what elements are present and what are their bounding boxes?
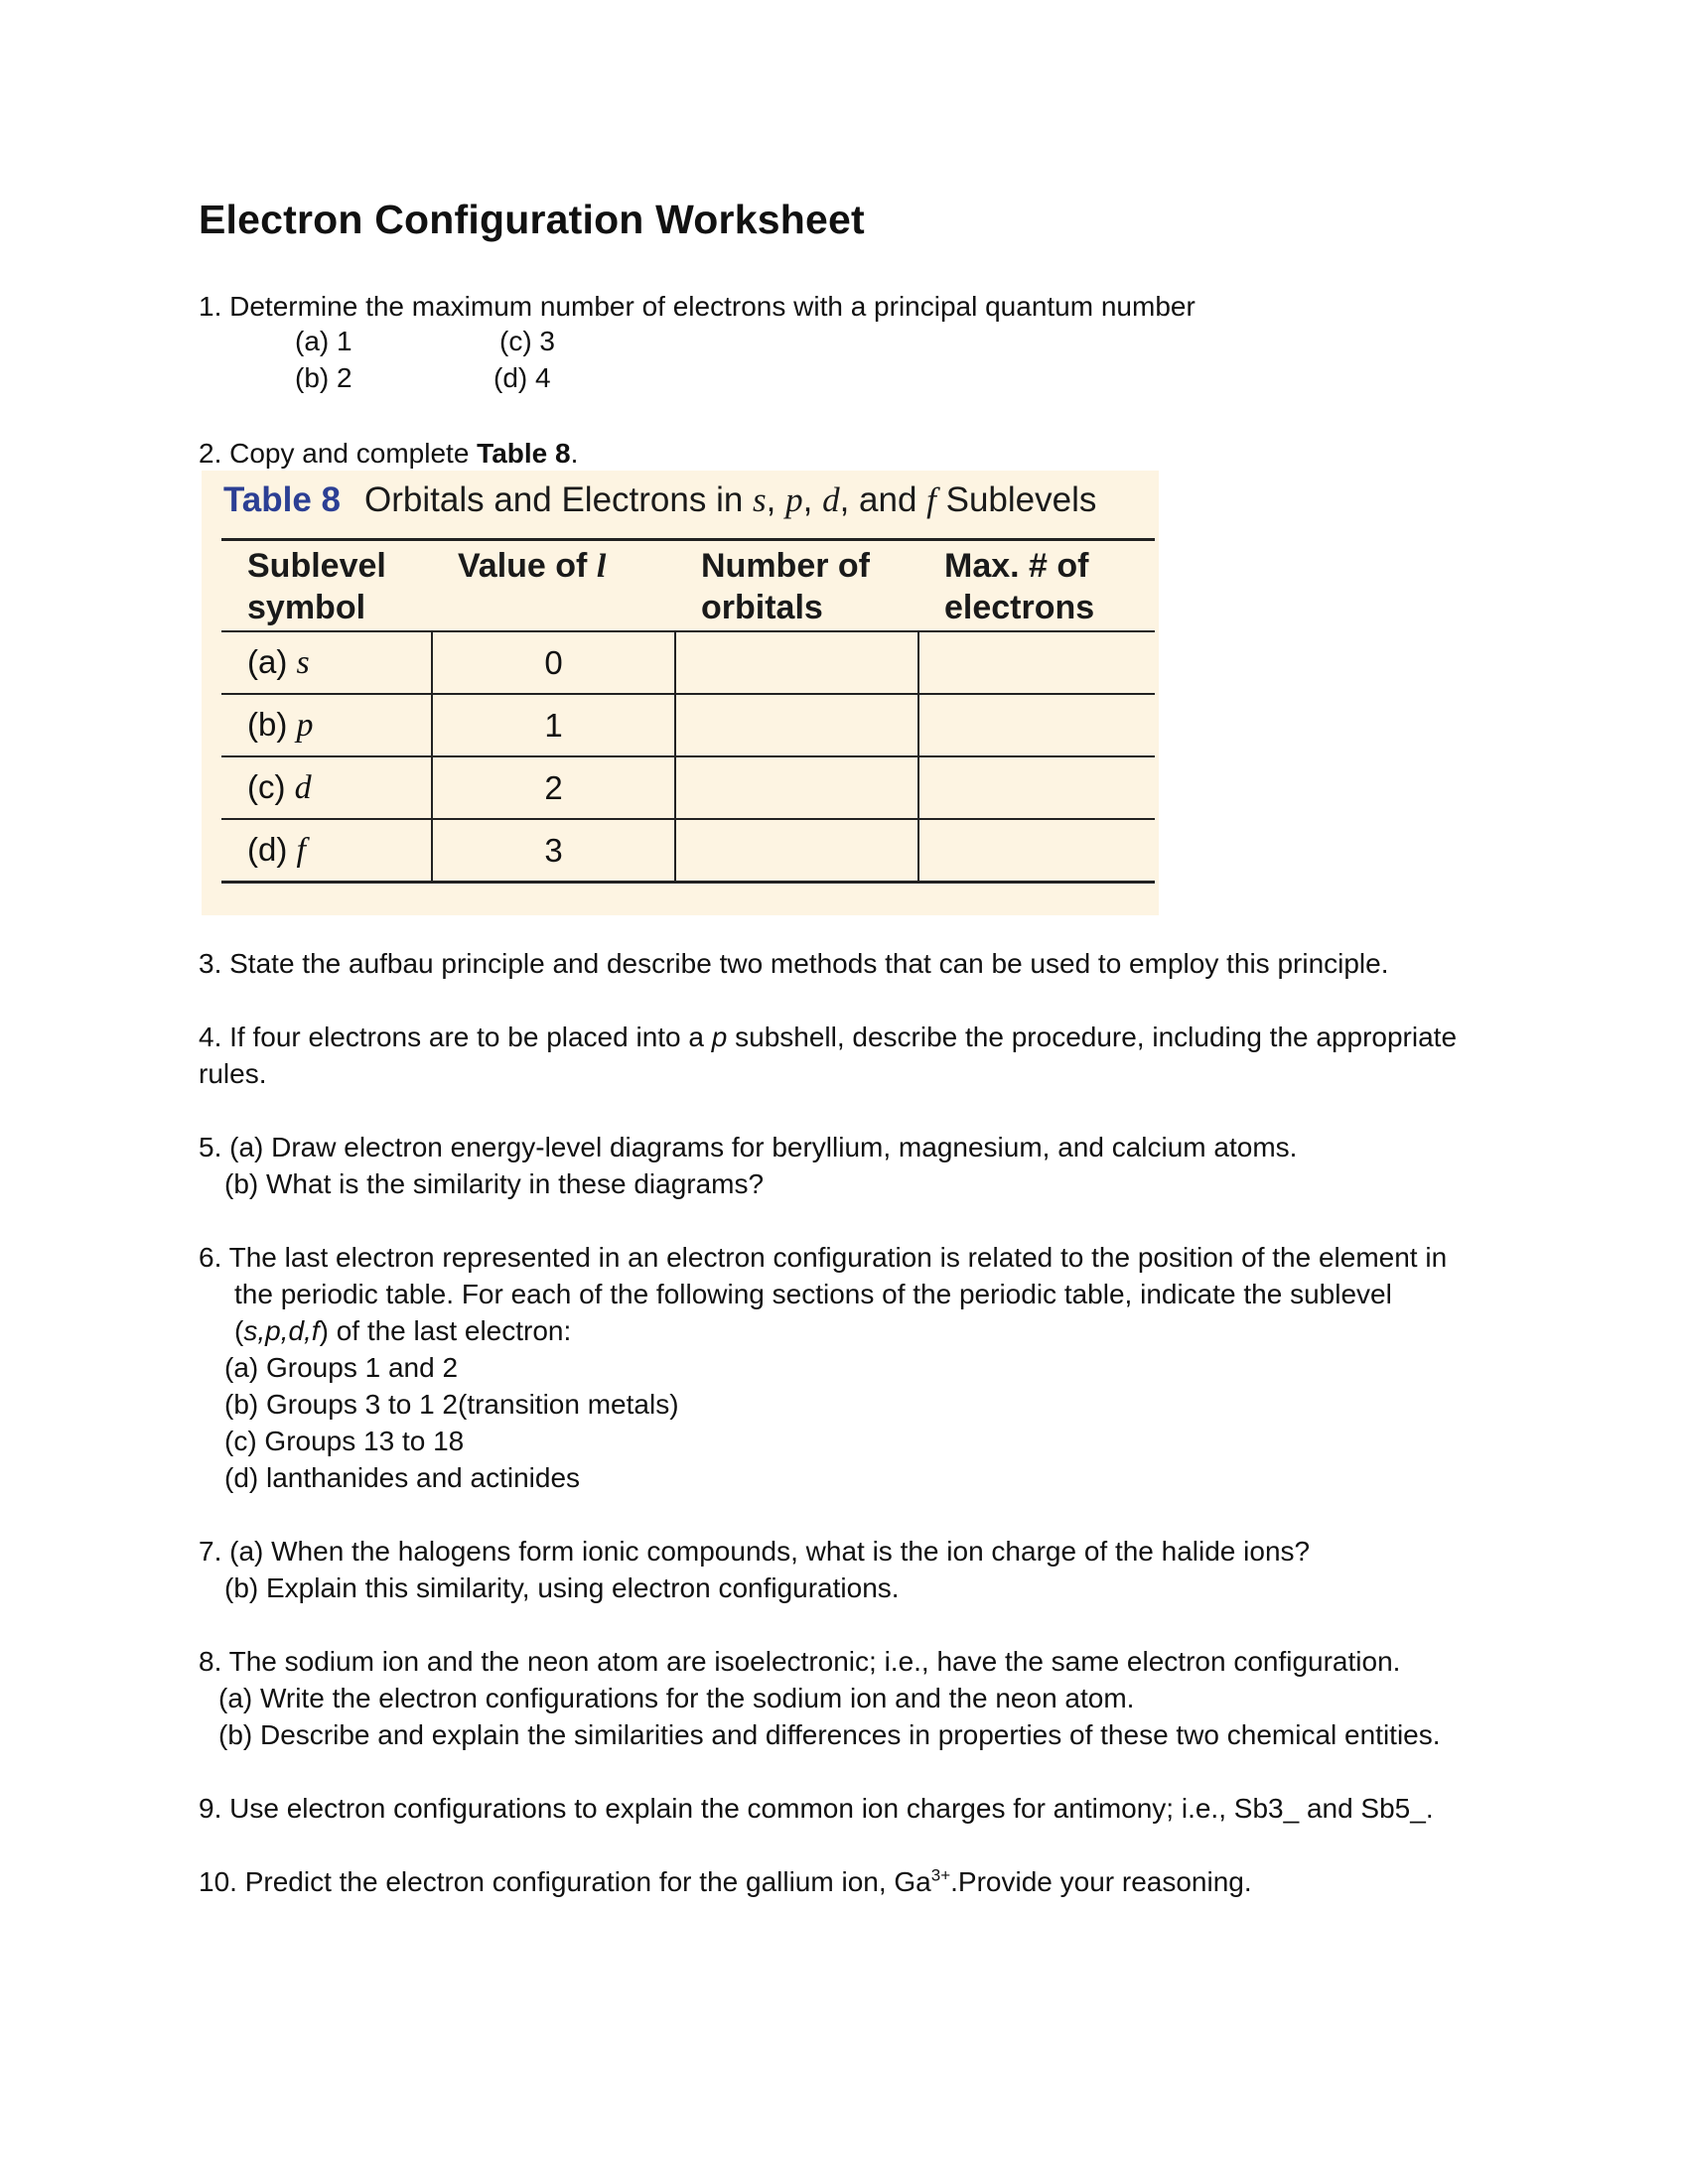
table-caption: Table 8 Orbitals and Electrons in s, p, d, and f Sublevels <box>223 480 1097 519</box>
q10-text-end: .Provide your reasoning. <box>950 1866 1252 1897</box>
table-row <box>221 756 1155 819</box>
caption-s: s <box>753 480 767 519</box>
question-8a: (a) Write the electron configurations for the sodium ion and the neon atom. <box>218 1683 1135 1713</box>
q4-text-end: subshell, describe the procedure, including the appropriate <box>727 1022 1458 1052</box>
q4-text-start: 4. If four electrons are to be placed into a <box>199 1022 712 1052</box>
row-symbol: s <box>296 644 310 681</box>
question-6-line-3: (s,p,d,f) of the last electron: <box>234 1315 572 1346</box>
question-7a: 7. (a) When the halogens form ionic compounds, what is the ion charge of the halide ions? <box>199 1536 1311 1567</box>
header-max-electrons: Max. # of electrons <box>918 540 1155 632</box>
question-6c: (c) Groups 13 to 18 <box>224 1426 465 1456</box>
question-5a: 5. (a) Draw electron energy-level diagrams for beryllium, magnesium, and calcium atoms. <box>199 1132 1298 1162</box>
row-symbol: d <box>294 769 312 806</box>
row-label <box>221 819 432 883</box>
question-6d: (d) lanthanides and actinides <box>224 1462 581 1493</box>
row-orbitals-blank[interactable] <box>675 631 918 694</box>
row-value-l: 0 <box>432 631 675 694</box>
row-max-electrons-blank[interactable] <box>918 631 1155 694</box>
row-label <box>221 756 432 819</box>
row-value-l: 3 <box>432 819 675 883</box>
row-value-l: 2 <box>432 756 675 819</box>
question-4-line-2: rules. <box>199 1058 267 1089</box>
table-row <box>221 631 1155 694</box>
header-l-symbol: l <box>596 548 607 585</box>
q10-ion-charge: 3+ <box>930 1865 951 1885</box>
row-value-l: 1 <box>432 694 675 756</box>
q10-text-start: 10. Predict the electron configuration for the gallium ion, Ga <box>199 1866 931 1897</box>
orbitals-table <box>221 538 1155 884</box>
row-label-text: (c) <box>247 768 295 805</box>
row-max-electrons-blank[interactable] <box>918 756 1155 819</box>
question-4 <box>199 1019 1457 1055</box>
q1-option-b: (b) 2 <box>295 362 352 393</box>
question-5b: (b) What is the similarity in these diagrams? <box>224 1168 765 1199</box>
question-7b: (b) Explain this similarity, using electron configurations. <box>224 1572 900 1603</box>
question-1: 1. Determine the maximum number of electrons with a principal quantum number <box>199 291 1196 322</box>
q1-option-a: (a) 1 <box>295 326 352 356</box>
caption-f: f <box>926 480 936 519</box>
table-header-row <box>221 540 1155 632</box>
caption-d: d <box>822 480 840 519</box>
question-3: 3. State the aufbau principle and describe two methods that can be used to employ this principle. <box>199 948 1389 979</box>
q2-table-ref: Table 8 <box>477 438 571 469</box>
row-orbitals-blank[interactable] <box>675 694 918 756</box>
q6-line-3-end: ) of the last electron: <box>319 1315 572 1346</box>
row-label-text: (a) <box>247 643 297 680</box>
question-6: 6. The last electron represented in an electron configuration is related to the position of the element in <box>199 1242 1448 1273</box>
q1-option-c: (c) 3 <box>499 326 555 356</box>
caption-p: p <box>785 480 803 519</box>
question-6-line-2: the periodic table. For each of the following sections of the periodic table, indicate the sublevel <box>234 1279 1392 1309</box>
row-label <box>221 631 432 694</box>
row-orbitals-blank[interactable] <box>675 819 918 883</box>
table-row <box>221 694 1155 756</box>
table-row <box>221 819 1155 883</box>
row-label-text: (d) <box>247 831 297 868</box>
row-symbol: f <box>296 832 306 869</box>
question-2 <box>199 435 578 472</box>
question-6a: (a) Groups 1 and 2 <box>224 1352 459 1383</box>
header-sublevel-symbol: Sublevel symbol <box>221 540 432 632</box>
row-max-electrons-blank[interactable] <box>918 819 1155 883</box>
row-label-text: (b) <box>247 706 297 743</box>
caption-text: Orbitals and Electrons in <box>364 480 754 519</box>
question-8b: (b) Describe and explain the similarities and differences in properties of these two chemical entities. <box>218 1719 1441 1750</box>
q1-option-d: (d) 4 <box>493 362 551 393</box>
header-number-of-orbitals: Number of orbitals <box>675 540 918 632</box>
q2-prefix: 2. Copy and complete <box>199 438 478 469</box>
q2-suffix: . <box>570 438 579 469</box>
header-value-of-l: Value of l <box>432 540 675 632</box>
question-8: 8. The sodium ion and the neon atom are isoelectronic; i.e., have the same electron configuration. <box>199 1646 1401 1677</box>
q4-p-symbol: p <box>711 1022 728 1052</box>
q6-sublevels: s,p,d,f <box>243 1315 320 1346</box>
question-6b: (b) Groups 3 to 1 2(transition metals) <box>224 1389 679 1420</box>
row-max-electrons-blank[interactable] <box>918 694 1155 756</box>
table-8-figure <box>202 471 1159 915</box>
row-symbol: p <box>296 707 314 744</box>
table-number: Table 8 <box>223 480 342 519</box>
question-10 <box>199 1863 1252 1900</box>
row-label <box>221 694 432 756</box>
row-orbitals-blank[interactable] <box>675 756 918 819</box>
question-9: 9. Use electron configurations to explain the common ion charges for antimony; i.e., Sb3_ and Sb5_. <box>199 1793 1434 1824</box>
page-title: Electron Configuration Worksheet <box>199 197 865 242</box>
